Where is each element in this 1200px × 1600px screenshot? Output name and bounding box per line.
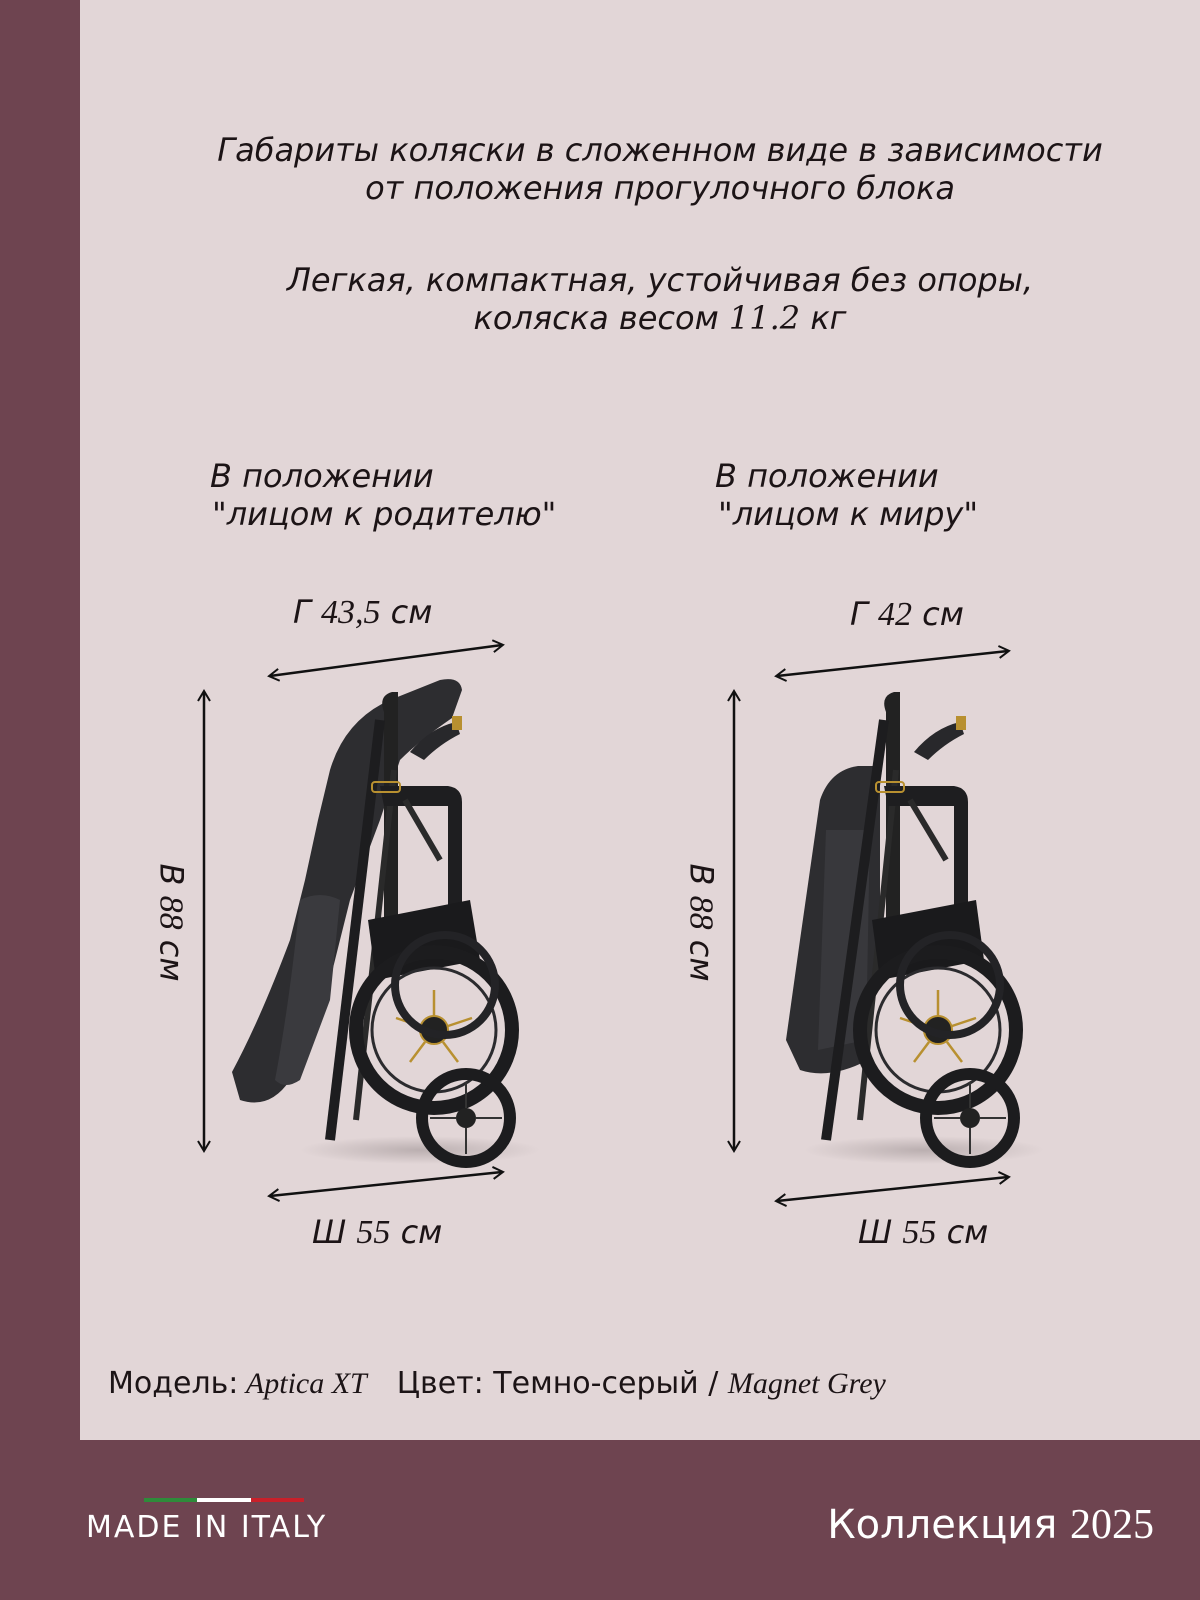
model-label: Модель:	[108, 1366, 239, 1401]
left-width-label: Ш 55 см	[312, 1213, 443, 1251]
left-position-title: В положении	[210, 457, 434, 495]
left-width-arrow	[270, 1172, 502, 1196]
right-height-label: В 88 см	[682, 863, 721, 982]
made-in-italy: MADE IN ITALY	[86, 1510, 328, 1545]
right-width-label: Ш 55 см	[858, 1213, 989, 1251]
model-color-line	[108, 1364, 886, 1404]
weight-prefix: коляска весом	[473, 299, 729, 337]
right-depth-arrow	[777, 651, 1008, 676]
right-position-title: В положении	[715, 457, 939, 495]
left-position-subtitle: "лицом к родителю"	[212, 495, 557, 533]
right-width-arrow	[777, 1177, 1008, 1201]
model-value: Aptica XT	[238, 1367, 367, 1400]
left-depth-label: Г 43,5 см	[293, 593, 433, 631]
heading-line-2: от положения прогулочного блока	[365, 169, 955, 207]
right-depth-label: Г 42 см	[850, 595, 964, 633]
left-depth-arrow	[270, 645, 502, 676]
subheading-line-1: Легкая, компактная, устойчивая без опоры,	[286, 261, 1034, 299]
flag-green	[144, 1498, 197, 1502]
collection-label: Коллекция 2025	[827, 1502, 1154, 1548]
right-position-subtitle: "лицом к миру"	[718, 495, 979, 533]
color-label: Цвет: Темно-серый /	[396, 1366, 728, 1401]
stroller-world-facing-image	[786, 692, 1044, 1164]
stroller-parent-facing-image	[232, 679, 540, 1164]
flag-white	[197, 1498, 250, 1502]
weight-unit: кг	[800, 299, 847, 337]
weight-value: 11.2	[728, 299, 801, 337]
color-value: Magnet Grey	[727, 1367, 886, 1400]
left-height-label: В 88 см	[152, 863, 191, 982]
heading-line-1: Габариты коляски в сложенном виде в зависимости	[217, 131, 1103, 169]
italian-flag-stripe	[144, 1498, 304, 1502]
flag-red	[251, 1498, 304, 1502]
